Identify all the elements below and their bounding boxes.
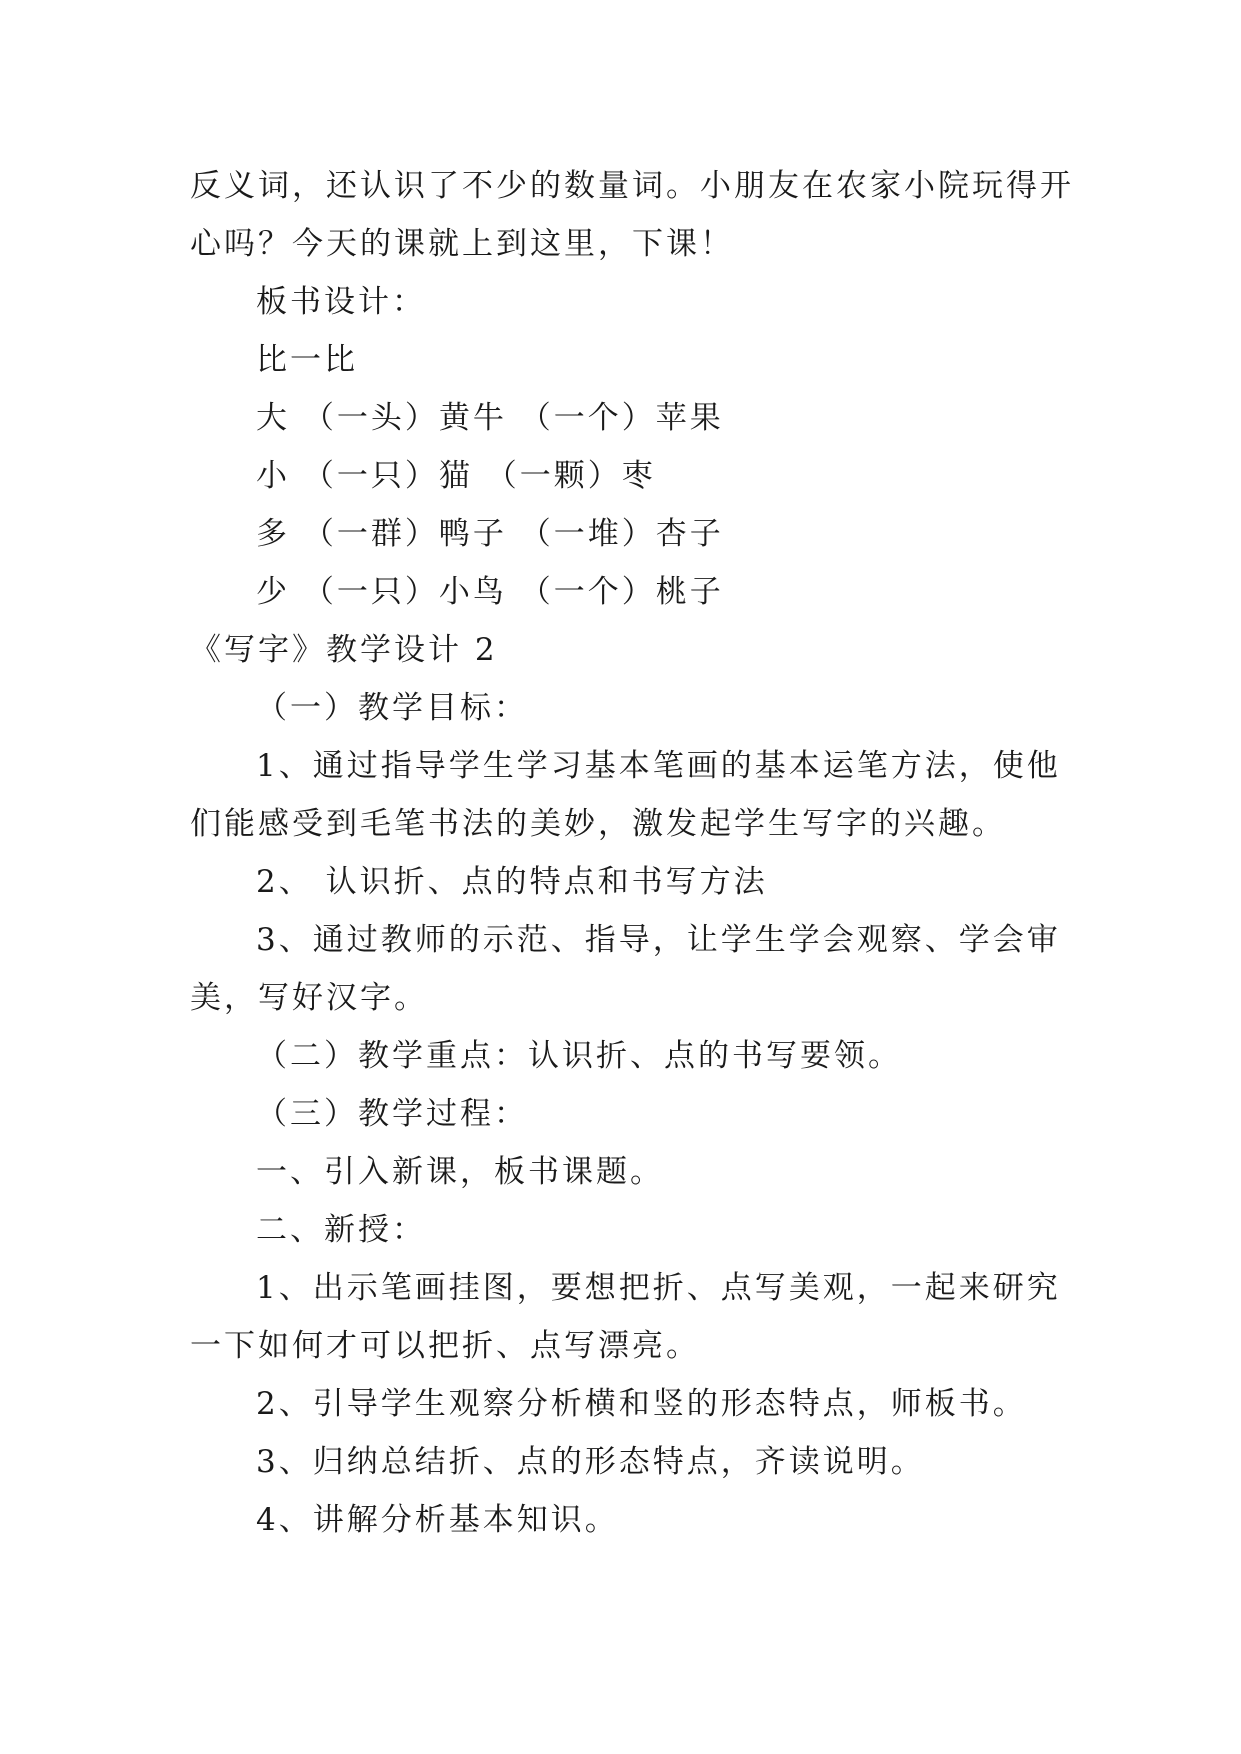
paragraph-line: 2、引导学生观察分析横和竖的形态特点，师板书。 [256,1386,1027,1422]
section-heading: （一）教学目标： [256,690,528,726]
board-design-heading: 板书设计： [256,284,426,320]
board-design-line: 比一比 [256,342,358,378]
board-design-line: 多 （一群）鸭子 （一堆）杏子 [256,516,724,552]
paragraph-line: 美，写好汉字。 [190,980,428,1016]
board-design-line: 少 （一只）小鸟 （一个）桃子 [256,574,724,610]
section-title: 《写字》教学设计 2 [190,632,498,668]
paragraph-line: 二、新授： [256,1212,426,1248]
paragraph-line: 3、归纳总结折、点的形态特点，齐读说明。 [256,1444,925,1480]
board-design-line: 大 （一头）黄牛 （一个）苹果 [256,400,724,436]
paragraph-line: 2、 认识折、点的特点和书写方法 [256,864,768,900]
paragraph-line: 们能感受到毛笔书法的美妙，激发起学生写字的兴趣。 [190,806,1006,842]
paragraph-line: 反义词，还认识了不少的数量词。小朋友在农家小院玩得开 [190,168,1074,204]
section-heading: （三）教学过程： [256,1096,528,1132]
paragraph-line: 4、讲解分析基本知识。 [256,1502,619,1538]
board-design-line: 小 （一只）猫 （一颗）枣 [256,458,656,494]
section-heading: （二）教学重点：认识折、点的书写要领。 [256,1038,902,1074]
paragraph-line: 1、通过指导学生学习基本笔画的基本运笔方法，使他 [256,748,1061,784]
paragraph-line: 1、出示笔画挂图，要想把折、点写美观，一起来研究 [256,1270,1061,1306]
paragraph-line: 一下如何才可以把折、点写漂亮。 [190,1328,700,1364]
paragraph-line: 心吗？今天的课就上到这里，下课！ [190,226,734,262]
paragraph-line: 3、通过教师的示范、指导，让学生学会观察、学会审 [256,922,1061,958]
paragraph-line: 一、引入新课，板书课题。 [256,1154,664,1190]
